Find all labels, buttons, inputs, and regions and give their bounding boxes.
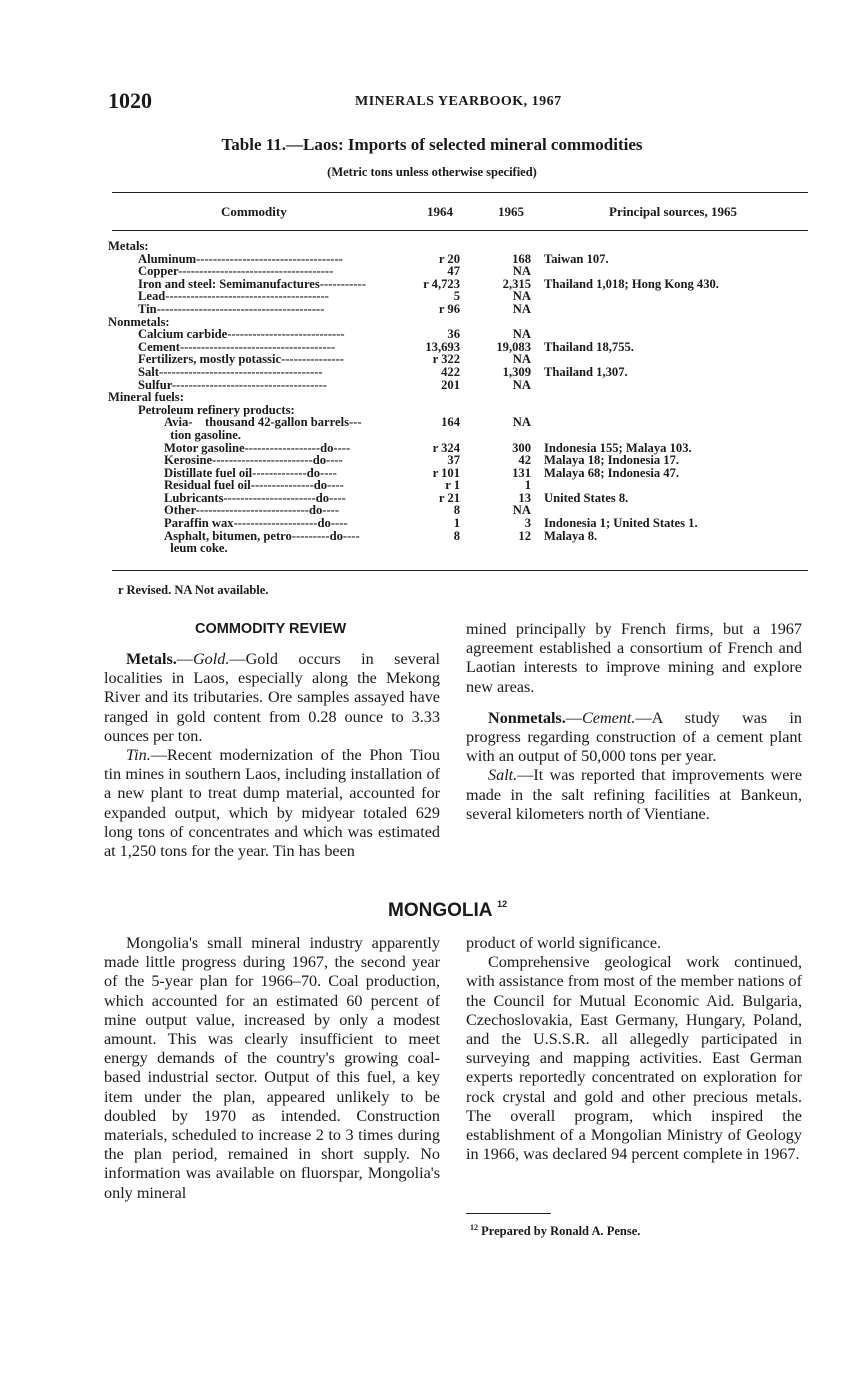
- value-1965-cell: 1: [524, 478, 531, 493]
- sources-cell: [531, 240, 719, 253]
- value-1965-cell: NA: [512, 301, 531, 316]
- sources-cell: [531, 265, 719, 278]
- tin-paragraph: Tin.—Recent modernization of the Phon Tiou tin mines in southern Laos, including installation of a new plant to treat dump material, accounted for expanded output, which by midyear totaled 629 long tons of concentrates and which was estimated at 1,250 tons for the year. Tin has been: [104, 746, 440, 861]
- metals-paragraph: Metals.—Gold.—Gold occurs in several localities in Laos, especially along the Mekong River and its tributaries. Ore samples assayed have ranged in gold content from 0.28 ounce to 3.33 ounces per ton.: [104, 650, 440, 745]
- col-header-1965: 1965: [498, 204, 524, 219]
- commodity-cell: Lead---------------------------------------: [138, 289, 329, 304]
- mining-continuation-paragraph: mined principally by French firms, but a 1967 agreement established a consortium of French and Laotian interests to improve mining and explore new areas.: [466, 620, 802, 696]
- value-1964-cell: r 96: [438, 301, 460, 316]
- value-1964-cell: 5: [453, 289, 460, 304]
- sources-cell: Malaya 68; Indonesia 47.: [544, 465, 680, 480]
- dot-leader: ---------------------------: [195, 503, 309, 518]
- table-subtitle: (Metric tons unless otherwise specified): [327, 165, 537, 179]
- value-1965-cell: NA: [512, 289, 531, 304]
- sources-cell: Malaya 18; Indonesia 17.: [544, 453, 680, 468]
- col-header-sources: Principal sources, 1965: [609, 204, 737, 219]
- mongolia-left-column: [104, 934, 440, 1203]
- value-1965-cell: [460, 542, 531, 555]
- commodity-cell: Fertilizers, mostly potassic---------------: [138, 352, 344, 367]
- dot-leader: -----------------------------------: [196, 251, 343, 266]
- value-1964-cell: r 21: [438, 490, 460, 505]
- mongolia-paragraph-1-end: product of world significance.: [466, 934, 662, 952]
- sources-cell: [531, 379, 719, 392]
- value-1964-cell: 8: [453, 503, 460, 518]
- commodity-cell: Kerosine------------------------do----: [164, 453, 343, 468]
- value-1965-cell: NA: [512, 503, 531, 518]
- col-header-commodity: Commodity: [221, 204, 287, 219]
- commodity-cell: Asphalt, bitumen, petro---------do----: [164, 528, 360, 543]
- salt-paragraph: Salt.—It was reported that improvements were made in the salt refining facilities at Bankeun, several kilometers north of Vientiane.: [466, 766, 802, 823]
- value-1965-cell: NA: [512, 264, 531, 279]
- commodity-cell: Copper-------------------------------------: [138, 264, 334, 279]
- sources-cell: Thailand 18,755.: [544, 339, 634, 354]
- value-1965-cell: NA: [512, 352, 531, 367]
- commodity-cell: Tin----------------------------------------: [138, 301, 325, 316]
- commodity-cell: Iron and steel: Semimanufactures-----------: [138, 276, 366, 291]
- page-number: 1020: [108, 88, 152, 113]
- dot-leader: -------------------------------------: [171, 377, 327, 392]
- dot-leader: -----------: [319, 276, 366, 291]
- value-1964-cell: 37: [447, 453, 460, 468]
- value-1964-cell: r 322: [432, 352, 460, 367]
- dot-leader: ---------------: [250, 478, 314, 493]
- value-1965-cell: 13: [518, 490, 531, 505]
- value-1964-cell: r 324: [432, 440, 460, 455]
- dot-leader: -------------------------------------: [178, 264, 334, 279]
- sources-cell: Taiwan 107.: [544, 251, 609, 266]
- table-title: Table 11.—Laos: Imports of selected mineral commodities: [221, 135, 643, 154]
- commodity-cell: Sulfur-------------------------------------: [138, 377, 327, 392]
- value-1964-cell: 1: [453, 516, 460, 531]
- sources-cell: [531, 429, 719, 442]
- dot-leader: -------------------------------------: [179, 339, 336, 354]
- value-1965-cell: 42: [518, 453, 531, 468]
- dot-leader: ---: [348, 415, 362, 430]
- table-body: [108, 240, 719, 555]
- commodity-cell: Petroleum refinery products:: [138, 402, 295, 417]
- value-1965-cell: 168: [512, 251, 531, 266]
- commodity-cell: tion gasoline.: [164, 427, 241, 442]
- mongolia-paragraph-2: Comprehensive geological work continued, with assistance from most of the member nations of the Council for Mutual Economic Aid. Bulgaria, Czechoslovakia, East Germany, Hungary, Poland, and the U.S.S.R. all allegedly participated in surveying and mapping activities. East German experts reportedly concentrated on exploration for rock crystal and gold and other precious metals. The overall program, which inspired the establishment of a Mongolian Ministry of Geology in 1966, was declared 94 percent complete in 1967.: [466, 953, 802, 1164]
- value-1965-cell: NA: [512, 327, 531, 342]
- sources-cell: Thailand 1,018; Hong Kong 430.: [544, 276, 719, 291]
- table-top-rule: [112, 192, 808, 193]
- value-1964-cell: [405, 542, 460, 555]
- value-1964-cell: r 1: [445, 478, 460, 493]
- dot-leader: ------------------------: [212, 453, 313, 468]
- value-1964-cell: 47: [447, 264, 460, 279]
- value-1964-cell: 422: [441, 364, 460, 379]
- mongolia-right-column: [466, 934, 802, 1164]
- sources-cell: [531, 404, 719, 417]
- footnote-rule: [466, 1213, 551, 1214]
- table-row: [108, 542, 719, 555]
- dot-leader: --------------------: [233, 516, 318, 531]
- commodity-cell: Other---------------------------do----: [164, 503, 340, 518]
- commodity-cell: Nonmetals:: [108, 314, 170, 329]
- table-row: [108, 379, 719, 392]
- commodity-cell: Calcium carbide----------------------------: [138, 327, 345, 342]
- table-footnote: r Revised. NA Not available.: [118, 583, 269, 597]
- mongolia-footnote: $^{12}$ Prepared by Ronald A. Pense.: [470, 1223, 641, 1239]
- value-1965-cell: 300: [512, 440, 531, 455]
- value-1964-cell: [405, 429, 460, 442]
- sources-cell: [531, 391, 719, 404]
- sources-cell: [531, 290, 719, 303]
- value-1964-cell: 164: [441, 415, 460, 430]
- mongolia-footnote-ref: 12: [497, 899, 508, 909]
- sources-cell: [531, 316, 719, 329]
- commodity-review-left-column: [104, 650, 440, 861]
- value-1964-cell: [405, 391, 460, 404]
- dot-leader: ------------------: [244, 440, 321, 455]
- value-1964-cell: r 101: [432, 465, 460, 480]
- sources-cell: [531, 328, 719, 341]
- commodity-cell: Residual fuel oil---------------do----: [164, 478, 344, 493]
- commodity-cell: Lubricants----------------------do----: [164, 490, 346, 505]
- commodity-cell: Paraffin wax--------------------do----: [164, 516, 348, 531]
- value-1965-cell: NA: [512, 377, 531, 392]
- commodity-cell: Mineral fuels:: [108, 390, 184, 405]
- sources-cell: Malaya 8.: [544, 528, 598, 543]
- running-head: MINERALS YEARBOOK, 1967: [355, 94, 562, 109]
- commodity-cell: Salt---------------------------------------: [138, 364, 323, 379]
- dot-leader: -------------: [252, 465, 307, 480]
- value-1965-cell: 3: [524, 516, 531, 531]
- table-header-rule: [112, 230, 808, 231]
- value-1965-cell: 12: [518, 528, 531, 543]
- value-1964-cell: r 4,723: [423, 276, 460, 291]
- table-row: [108, 303, 719, 316]
- dot-leader: ---------------------------------------: [165, 289, 329, 304]
- imports-table: [108, 240, 719, 555]
- value-1965-cell: [460, 391, 531, 404]
- value-1965-cell: [460, 240, 531, 253]
- value-1965-cell: 1,309: [502, 364, 531, 379]
- value-1965-cell: NA: [512, 415, 531, 430]
- sources-cell: [531, 479, 719, 492]
- table-bottom-rule: [112, 570, 808, 571]
- value-1964-cell: r 20: [438, 251, 460, 266]
- commodity-cell: Aluminum-----------------------------------: [138, 251, 343, 266]
- nonmetals-paragraph: Nonmetals.—Cement.—A study was in progress regarding construction of a cement plant with an output of 50,000 tons per year.: [466, 708, 802, 766]
- dot-leader: --------: [296, 528, 330, 543]
- dot-leader: ---------------------------------------: [159, 364, 323, 379]
- commodity-cell: leum coke.: [164, 541, 228, 556]
- commodity-cell: Avia- thousand 42-gallon barrels---: [164, 415, 362, 430]
- sources-cell: United States 8.: [544, 490, 629, 505]
- sources-cell: [531, 303, 719, 316]
- commodity-cell: Metals:: [108, 239, 149, 253]
- col-header-1964: 1964: [427, 204, 453, 219]
- dot-leader: ----------------------: [223, 490, 316, 505]
- value-1965-cell: [460, 429, 531, 442]
- dot-leader: ---------------: [281, 352, 344, 367]
- sources-cell: Thailand 1,307.: [544, 364, 628, 379]
- sources-cell: Indonesia 155; Malaya 103.: [544, 440, 692, 455]
- value-1964-cell: [405, 240, 460, 253]
- dot-leader: ----------------------------------------: [156, 301, 325, 316]
- value-1964-cell: 36: [447, 327, 460, 342]
- mongolia-heading: MONGOLIA $^{12}$: [388, 899, 508, 921]
- commodity-cell: Cement-------------------------------------: [138, 339, 336, 354]
- value-1964-cell: 201: [441, 377, 460, 392]
- commodity-review-right-column: [466, 620, 802, 824]
- dot-leader: ----------------------------: [227, 327, 345, 342]
- sources-cell: [531, 542, 719, 555]
- value-1964-cell: 13,693: [425, 339, 460, 354]
- commodity-cell: Distillate fuel oil-------------do----: [164, 465, 337, 480]
- sources-cell: Indonesia 1; United States 1.: [544, 516, 698, 531]
- mongolia-paragraph-1: Mongolia's small mineral industry apparently made little progress during 1967, the second year of the 5-year plan for 1966–70. Coal production, which accounted for an estimated 60 percent of mine output value, increased by only a modest amount. This was clearly insufficient to meet energy demands of the country's growing coal-based industrial sector. Output of this fuel, a key item under the plan, appeared unlikely to be doubled by 1970 as intended. Construction materials, scheduled to increase 2 to 3 times during the plan period, remained in short supply. No information was available on fluorspar, Mongolia's only mineral: [104, 934, 440, 1202]
- value-1964-cell: 8: [453, 528, 460, 543]
- commodity-cell: Motor gasoline------------------do----: [164, 440, 351, 455]
- value-1965-cell: 2,315: [502, 276, 531, 291]
- commodity-review-heading: COMMODITY REVIEW: [195, 621, 347, 637]
- value-1965-cell: 19,083: [496, 339, 531, 354]
- sources-cell: [531, 416, 719, 429]
- value-1965-cell: 131: [512, 465, 531, 480]
